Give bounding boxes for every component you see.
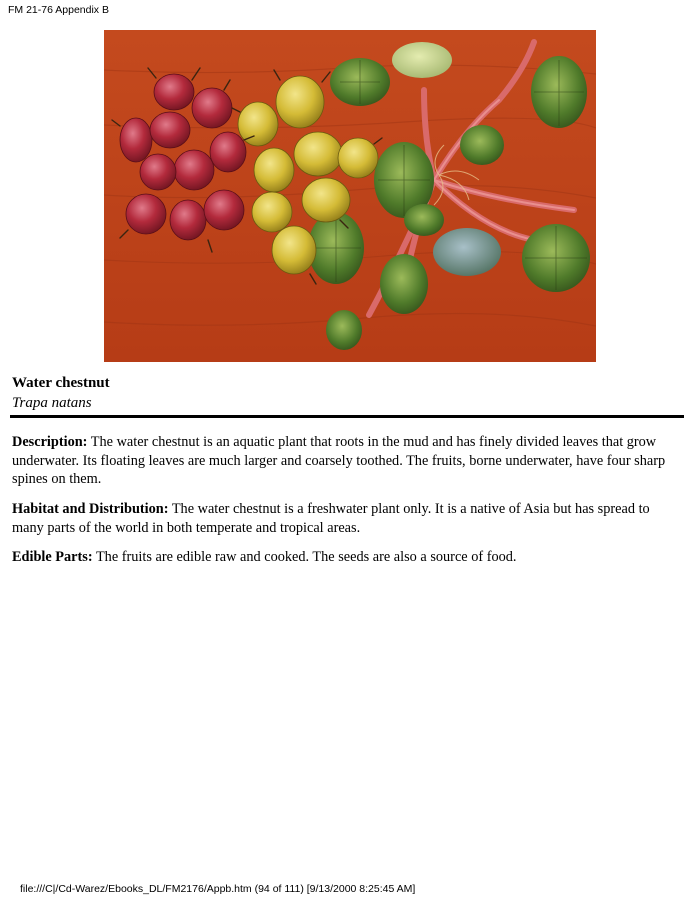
plant-common-name: Water chestnut <box>12 375 110 391</box>
habitat-label: Habitat and Distribution: <box>12 501 169 517</box>
edible-parts-label: Edible Parts: <box>12 549 93 565</box>
habitat-text: The water chestnut is a freshwater plant only. It is a native of Asia but has spread to many parts of the world in both temperate and tropical areas. <box>12 501 650 536</box>
habitat-section <box>12 500 680 537</box>
water-chestnut-photo <box>104 30 596 362</box>
description-text: The water chestnut is an aquatic plant that roots in the mud and has finely divided leaves that grow underwater. Its floating leaves are much larger and coarsely toothed. The fruits, borne underwater, have four sharp spines on them. <box>12 434 666 487</box>
edible-parts-text: The fruits are edible raw and cooked. The seeds are also a source of food. <box>92 549 517 565</box>
section-divider <box>10 415 684 418</box>
edible-parts-section <box>12 548 680 567</box>
plant-scientific-name: Trapa natans <box>12 395 92 411</box>
running-header: FM 21-76 Appendix B <box>8 4 109 16</box>
description-section <box>12 433 680 489</box>
description-label: Description: <box>12 434 88 450</box>
running-footer: file:///C|/Cd-Warez/Ebooks_DL/FM2176/Appb.htm (94 of 111) [9/13/2000 8:25:45 AM] <box>20 883 416 895</box>
